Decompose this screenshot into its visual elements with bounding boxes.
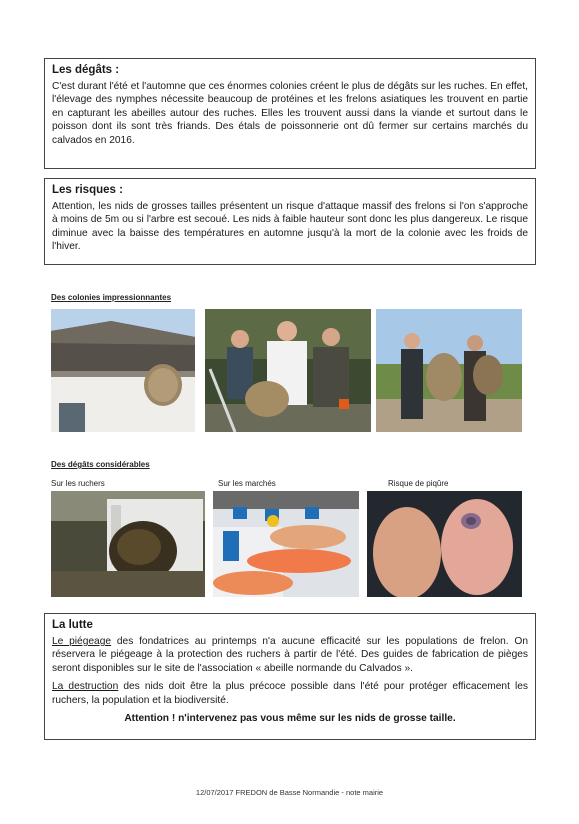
risques-box bbox=[44, 178, 536, 265]
lutte-title: La lutte bbox=[52, 619, 93, 631]
risques-text: Attention, les nids de grosses tailles présentent un risque d'attaque massif des frelons si l'on s'approche à moins de 5m ou si l'arbre est secoué. Les nids à faible hauteur sont donc les plus dangereux. Le risque diminue avec la baisse des températures en automne jusqu'à la mort de la colonie avec les froids de l'hiver. bbox=[52, 201, 528, 253]
two-men-nests-photo bbox=[376, 309, 522, 432]
lutte-paragraph-1 bbox=[52, 635, 528, 675]
lutte-box bbox=[44, 613, 536, 740]
sting-hand-photo bbox=[367, 491, 522, 597]
caption-marches: Sur les marchés bbox=[218, 479, 276, 488]
degats-considerables-heading: Des dégâts considérables bbox=[51, 460, 150, 469]
degats-title: Les dégâts : bbox=[52, 64, 120, 76]
beehives-photo bbox=[51, 491, 205, 597]
page-footer: 12/07/2017 FREDON de Basse Normandie - note mairie bbox=[195, 788, 384, 797]
lutte-warning: Attention ! n'intervenez pas vous même sur les nids de grosse taille. bbox=[124, 713, 456, 725]
caption-ruchers: Sur les ruchers bbox=[51, 479, 105, 488]
three-men-nest-photo bbox=[205, 309, 371, 432]
nest-under-roof-photo bbox=[51, 309, 195, 432]
destruction-link: La destruction bbox=[52, 681, 119, 693]
piegeage-text: des fondatrices au printemps n'a aucune efficacité sur les populations de frelon. On réservera le piégeage à la protection des ruchers à partir de l'été. Des guides de fabrication de pièges seront disponibles sur le site de l'association « abeille normande du Calvados ». bbox=[52, 636, 528, 674]
caption-piqure: Risque de piqûre bbox=[388, 479, 449, 488]
piegeage-link: Le piégeage bbox=[52, 636, 112, 647]
destruction-text: des nids doit être la plus précoce possible dans l'été pour protéger efficacement les ruchers, la population et la biodiversité. bbox=[52, 681, 528, 706]
fish-market-photo bbox=[213, 491, 359, 597]
degats-box bbox=[44, 58, 536, 169]
degats-text: C'est durant l'été et l'automne que ces énormes colonies créent le plus de dégâts sur les ruches. En effet, l'élevage des nymphes nécessite beaucoup de protéines et les frelons asiatiques les trouvent en partie en capturant les abeilles autour des ruches. Elles les trouvent aussi dans la viande et surtout dans le poisson dont ils sont très friands. Des étals de poissonnerie ont dû fermer sur certains marchés du calvados en 2016. bbox=[52, 81, 528, 146]
risques-title: Les risques : bbox=[52, 184, 123, 196]
colonies-heading: Des colonies impressionnantes bbox=[51, 293, 172, 302]
lutte-paragraph-2 bbox=[52, 680, 528, 707]
